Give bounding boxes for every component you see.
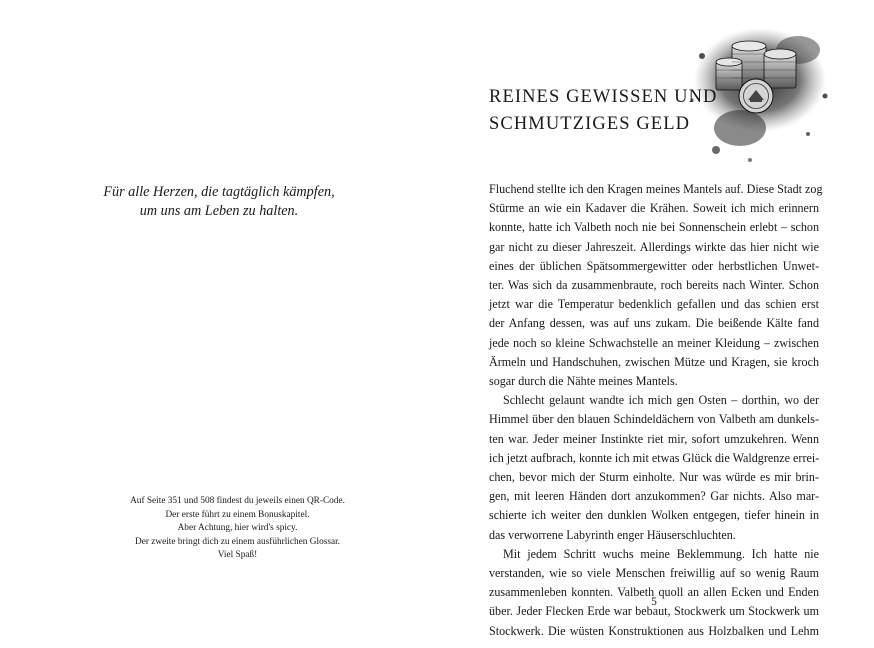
text-line: jetzt war die Temperatur bedenklich gefallen und das schien erst [489, 297, 819, 312]
text-line: ten war. Jeder meiner Instinkte riet mir, sofort umzukehren. Wenn [489, 431, 819, 446]
text-line: chen, bevor mich der Sturm einholte. Nur was würde es mir brin- [489, 470, 819, 485]
text-line: ich jetzt aufbrach, konnte ich mit etwas Glück die Waldgrenze errei- [489, 450, 820, 465]
text-line: zusammenleben konnten. Valbeth quoll an allen Ecken und Enden [489, 585, 819, 600]
right-page [437, 0, 874, 648]
text-line: gen, mit leeren Händen dort anzukommen? Gar nichts. Also mar- [489, 489, 819, 504]
text-line: Himmel über den blauen Schindeldächern von Valbeth am dunkels- [489, 412, 819, 427]
text-line: Stürme an wie ein Kadaver die Krähen. Soweit ich mich erinnern [489, 201, 819, 216]
bonus-note-line: Aber Achtung, hier wird's spicy. [177, 523, 298, 533]
page-number: 5 [651, 596, 657, 608]
bonus-note-line: Der zweite bringt dich zu einem ausführlichen Glossar. [135, 536, 340, 547]
text-line: Ärmeln und Handschuhen, zwischen Mütze und Kragen, sie kroch [489, 354, 819, 369]
text-line: das verworrene Labyrinth enger Häuserschluchten. [489, 527, 736, 542]
chapter-body-text [489, 180, 823, 641]
chapter-title [489, 84, 749, 138]
text-line: Mit jedem Schritt wuchs meine Beklemmung. Ich hatte nie [503, 546, 819, 561]
dedication [60, 183, 378, 221]
paragraph [489, 180, 823, 391]
text-line: Schlecht gelaunt wandte ich mich gen Osten – dorthin, wo der [503, 393, 819, 408]
bonus-note [60, 495, 415, 563]
text-line: über. Jeder Flecken Erde war bebaut, Stockwerk um Stockwerk um [489, 604, 819, 619]
text-line: sogar durch die Nähte meines Mantels. [489, 374, 678, 389]
paragraph [489, 545, 819, 641]
text-line: Fluchend stellte ich den Kragen meines Mantels auf. Diese Stadt zog [489, 182, 823, 196]
chapter-title-line: REINES GEWISSEN UND [489, 87, 718, 107]
text-line: gar nicht zu dieser Jahreszeit. Allerdings wirkte das hier nicht wie [489, 239, 819, 254]
text-line: der Anfang dessen, was auf uns zukam. Die beißende Kälte fand [489, 316, 819, 331]
paragraph [489, 391, 819, 545]
text-line: Stockwerk. Die wüsten Konstruktionen aus Holzbalken und Lehm [489, 623, 819, 638]
dedication-line: um uns am Leben zu halten. [139, 203, 299, 219]
text-line: verstanden, wie so viele Menschen freiwillig auf so wenig Raum [489, 566, 819, 581]
bonus-note-line: Auf Seite 351 und 508 findest du jeweils einen QR-Code. [130, 496, 345, 506]
text-line: schierte ich weiter den dunklen Wolken entgegen, tiefer hinein in [489, 508, 819, 523]
bonus-note-line: Viel Spaß! [217, 550, 258, 560]
text-line: konnte, hatte ich Valbeth noch nie bei Sonnenschein erlebt – schon [489, 220, 819, 235]
bonus-note-line: Der erste führt zu einem Bonuskapitel. [165, 509, 310, 520]
text-line: ter. Was sich da zusammenbraute, roch bereits nach Winter. Schon [489, 278, 819, 293]
dedication-line: Für alle Herzen, die tagtäglich kämpfen, [103, 184, 335, 200]
text-line: jede noch so kleine Schwachstelle an meiner Kleidung – zwischen [489, 335, 819, 350]
chapter-title-line: SCHMUTZIGES GELD [489, 114, 691, 134]
text-line: eines der üblichen Spätsommergewitter oder herbstlichen Unwet- [489, 258, 819, 273]
